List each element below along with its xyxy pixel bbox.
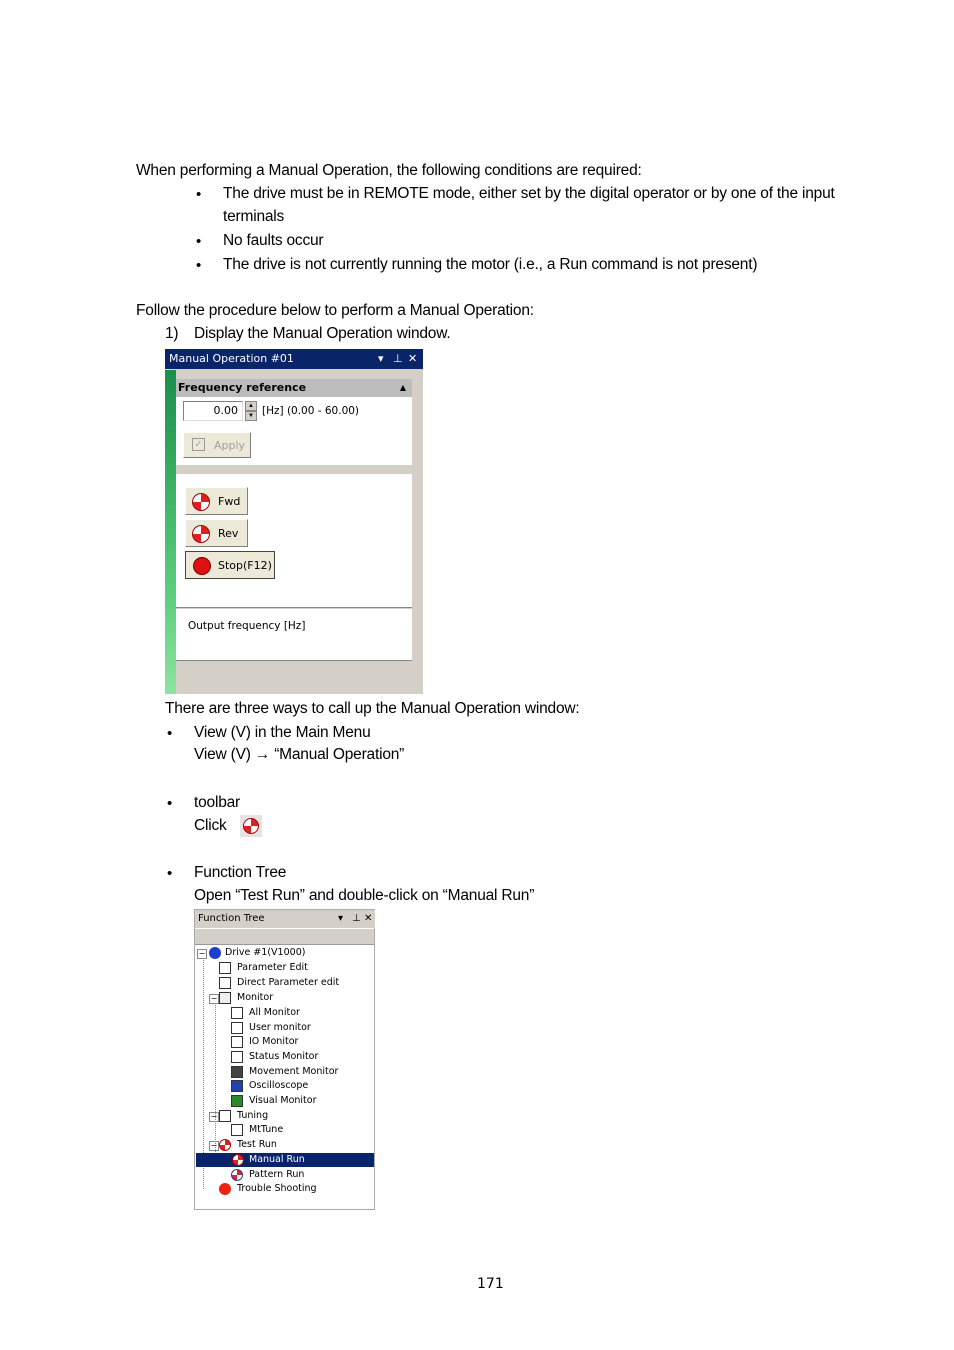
- fwd-button[interactable]: [185, 487, 248, 515]
- close-icon[interactable]: ✕: [408, 352, 418, 365]
- manual-operation-window: [165, 349, 423, 694]
- check-icon: ✓: [192, 438, 205, 451]
- stop-button[interactable]: [185, 551, 275, 579]
- tree-label: Drive #1(V1000): [225, 947, 306, 958]
- dropdown-icon[interactable]: ▾: [338, 913, 344, 924]
- drive-icon: [209, 947, 221, 959]
- bullet-icon: •: [167, 725, 173, 742]
- section-title: Frequency reference: [178, 381, 307, 394]
- io-icon: [231, 1036, 243, 1048]
- apply-label: Apply: [214, 439, 246, 452]
- frequency-range: [Hz] (0.00 - 60.00): [262, 405, 360, 417]
- procedure-intro: Follow the procedure below to perform a Manual Operation:: [136, 302, 534, 319]
- tree-toolbar: [195, 929, 374, 945]
- way-3-title: Function Tree: [194, 864, 287, 881]
- close-icon[interactable]: ✕: [364, 913, 373, 924]
- tree-line: [215, 1003, 216, 1158]
- tree-titlebar: [195, 910, 375, 928]
- trouble-icon: [219, 1183, 231, 1195]
- way-2-title: toolbar: [194, 794, 240, 811]
- apply-button[interactable]: [183, 432, 251, 458]
- way-1-detail: View (V) → “Manual Operation”: [194, 746, 405, 763]
- pin-icon[interactable]: ⊥: [393, 352, 403, 365]
- intro-text: When performing a Manual Operation, the following conditions are required:: [136, 162, 642, 179]
- collapse-icon[interactable]: −: [210, 994, 218, 1003]
- run-panel: [176, 474, 412, 608]
- user-icon: [231, 1022, 243, 1034]
- fwd-icon: [192, 493, 210, 511]
- tuning-icon: [219, 1110, 231, 1122]
- way-3-detail: Open “Test Run” and double-click on “Manual Run”: [194, 887, 535, 904]
- condition-1: The drive must be in REMOTE mode, either set by the digital operator or by one of the input: [223, 185, 835, 202]
- window-titlebar: [165, 349, 423, 369]
- way-1-title: View (V) in the Main Menu: [194, 724, 371, 741]
- tree-item-manual-run[interactable]: Manual Run: [196, 1153, 374, 1167]
- bullet-icon: •: [196, 233, 202, 250]
- rev-button[interactable]: [185, 519, 248, 547]
- rev-icon: [192, 525, 210, 543]
- edit-icon: [219, 977, 231, 989]
- bullet-icon: •: [167, 865, 173, 882]
- pattern-run-icon: [231, 1169, 243, 1181]
- mttune-icon: [231, 1124, 243, 1136]
- stop-icon: [193, 557, 211, 575]
- oscilloscope-icon: [231, 1080, 243, 1092]
- manual-run-icon: [232, 1154, 244, 1166]
- collapse-icon[interactable]: ▲: [399, 383, 406, 392]
- divider: [176, 660, 412, 661]
- spin-up-icon[interactable]: ▲: [245, 401, 257, 411]
- fwd-label: Fwd: [218, 495, 241, 508]
- function-tree-window: Function Tree ▾ ⊥ ✕ − Drive #1(V1000) Parameter Edit Direct Parameter edit − Monitor All Monitor User monitor IO Monitor Status Monitor Movement Monitor Oscilloscope Visual Monitor − Tuning MtTune − Test Run Manual Run Pattern Run Trouble Shooting: [194, 909, 375, 1210]
- output-label: Output frequency [Hz]: [188, 620, 306, 632]
- section-header[interactable]: [176, 379, 412, 397]
- dropdown-icon[interactable]: ▾: [378, 352, 384, 365]
- page-number: 171: [477, 1276, 504, 1292]
- pin-icon[interactable]: ⊥: [352, 913, 361, 924]
- window-title: Manual Operation #01: [169, 352, 294, 365]
- test-run-icon: [219, 1139, 231, 1151]
- edit-icon: [219, 962, 231, 974]
- stop-label: Stop(F12): [218, 559, 272, 572]
- condition-3: The drive is not currently running the motor (i.e., a Run command is not present): [223, 256, 758, 273]
- frequency-input[interactable]: 0.00: [183, 401, 243, 421]
- monitor-icon: [219, 992, 231, 1004]
- monitor-icon: [231, 1007, 243, 1019]
- collapse-icon[interactable]: −: [198, 949, 206, 958]
- bullet-icon: •: [196, 257, 202, 274]
- condition-1-cont: terminals: [223, 208, 285, 225]
- step-number: 1): [165, 325, 179, 342]
- spin-down-icon[interactable]: ▼: [245, 411, 257, 421]
- step-text: Display the Manual Operation window.: [194, 325, 451, 342]
- divider: [176, 607, 412, 608]
- condition-2: No faults occur: [223, 232, 324, 249]
- ways-intro: There are three ways to call up the Manual Operation window:: [165, 700, 580, 717]
- movement-icon: [231, 1066, 243, 1078]
- bullet-icon: •: [167, 795, 173, 812]
- status-icon: [231, 1051, 243, 1063]
- output-panel: [176, 609, 412, 660]
- bullet-icon: •: [196, 186, 202, 203]
- side-strip: [165, 370, 176, 694]
- manual-operation-toolbar-icon[interactable]: [240, 815, 262, 837]
- collapse-icon[interactable]: −: [210, 1141, 218, 1150]
- way-2-detail: Click: [194, 817, 227, 834]
- tree-title: Function Tree: [198, 913, 265, 924]
- visual-icon: [231, 1095, 243, 1107]
- rev-label: Rev: [218, 527, 239, 540]
- collapse-icon[interactable]: −: [210, 1112, 218, 1121]
- frequency-panel: [176, 397, 412, 465]
